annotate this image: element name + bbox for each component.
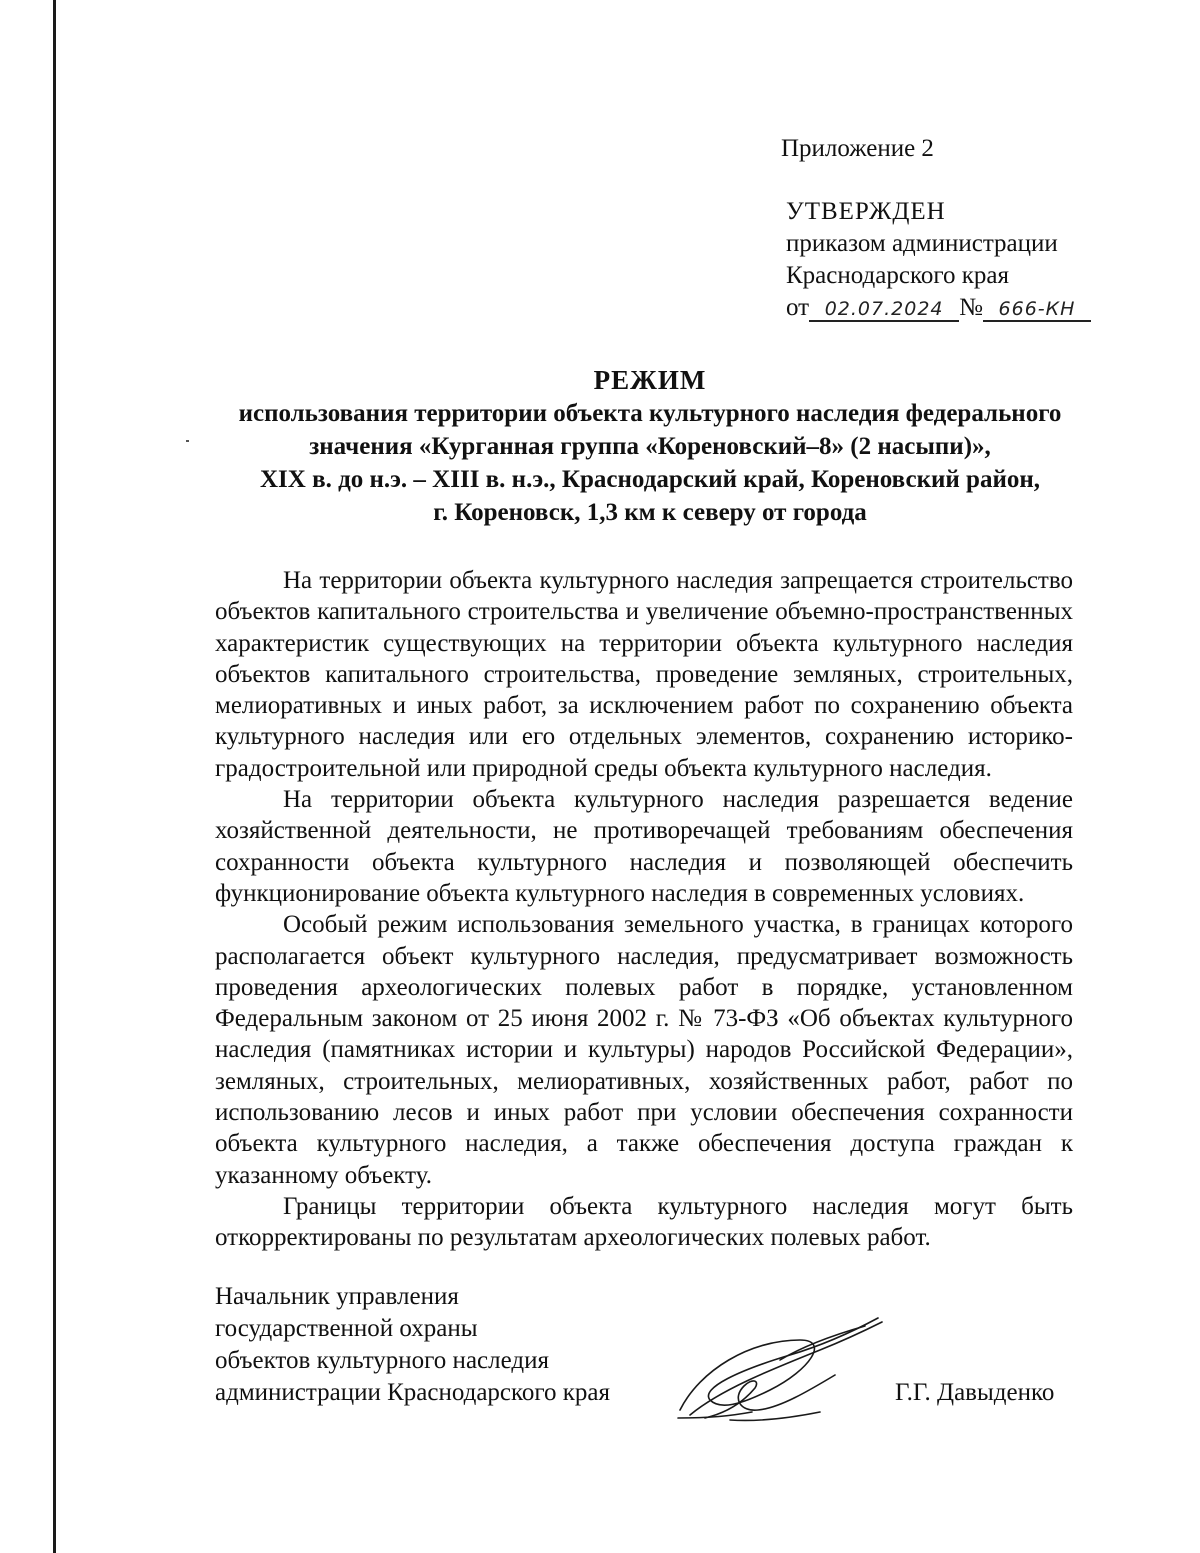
approval-block bbox=[786, 196, 1091, 324]
title-line-3: XIX в. до н.э. – XIII в. н.э., Краснодарский край, Кореновский район, bbox=[259, 466, 1041, 493]
scan-edge-line bbox=[53, 0, 56, 1553]
approved-heading: УТВЕРЖДЕН bbox=[786, 198, 946, 225]
date-prefix: от bbox=[786, 294, 810, 321]
handwritten-signature bbox=[660, 1300, 910, 1440]
title-line-4: г. Кореновск, 1,3 км к северу от города bbox=[433, 499, 867, 526]
title-line-2: значения «Курганная группа «Кореновский–8» (2 насыпи)», bbox=[309, 433, 991, 460]
position-line-1: Начальник управления bbox=[215, 1283, 459, 1310]
approved-by-line1: приказом администрации bbox=[786, 230, 1058, 257]
position-line-4: администрации Краснодарского края bbox=[215, 1379, 611, 1406]
order-date-number-row bbox=[786, 292, 1091, 324]
paragraph-special-regime: Особый режим использования земельного участка, в границах которого располагается объект культурного наследия, предусматривает возможность проведения археологических полевых работ в порядке, установленном Федеральным законом от 25 июня 2002 г. № 73-ФЗ «Об объектах культурного наследия (памятниках истории и культуры) народов Российской Федерации», земляных, строительных, мелиоративных, хозяйственных работ, работ по использованию лесов и иных работ при условии обеспечения сохранности объекта культурного наследия, а также обеспечения доступа граждан к указанному объекту. bbox=[215, 911, 1073, 1189]
paragraph-prohibitions: На территории объекта культурного наследия запрещается строительство объектов капитального строительства и увеличение объемно-пространственных характеристик существующих на территории объекта культурного наследия объектов капитального строительства, проведение земляных, строительных, мелиоративных и иных работ, за исключением работ по сохранению объекта культурного наследия или его отдельных элементов, сохранению историко-градостроительной или природной среды объекта культурного наследия. bbox=[215, 567, 1073, 782]
paragraph-boundaries: Границы территории объекта культурного наследия могут быть откорректированы по результатам археологических полевых работ. bbox=[215, 1192, 1073, 1252]
signatory-name: Г.Г. Давыденко bbox=[895, 1379, 1055, 1406]
signatory-position bbox=[215, 1281, 610, 1409]
title-main: РЕЖИМ bbox=[593, 365, 707, 395]
document-title bbox=[150, 364, 1150, 529]
title-line-1: использования территории объекта культурного наследия федерального bbox=[238, 400, 1062, 427]
order-date-handwritten: 02.07.2024 bbox=[809, 298, 959, 322]
order-number-handwritten: 666-КН bbox=[983, 298, 1091, 322]
number-prefix: № bbox=[959, 294, 983, 321]
document-body bbox=[215, 565, 1073, 1254]
paragraph-permitted-activity: На территории объекта культурного наследия разрешается ведение хозяйственной деятельности, не противоречащей требованиям обеспечения сохранности объекта культурного наследия и позволяющей обеспечить функционирование объекта культурного наследия в современных условиях. bbox=[215, 786, 1073, 907]
annex-label: Приложение 2 bbox=[781, 135, 934, 162]
position-line-2: государственной охраны bbox=[215, 1315, 478, 1342]
approved-by-line2: Краснодарского края bbox=[786, 262, 1009, 289]
position-line-3: объектов культурного наследия bbox=[215, 1347, 549, 1374]
